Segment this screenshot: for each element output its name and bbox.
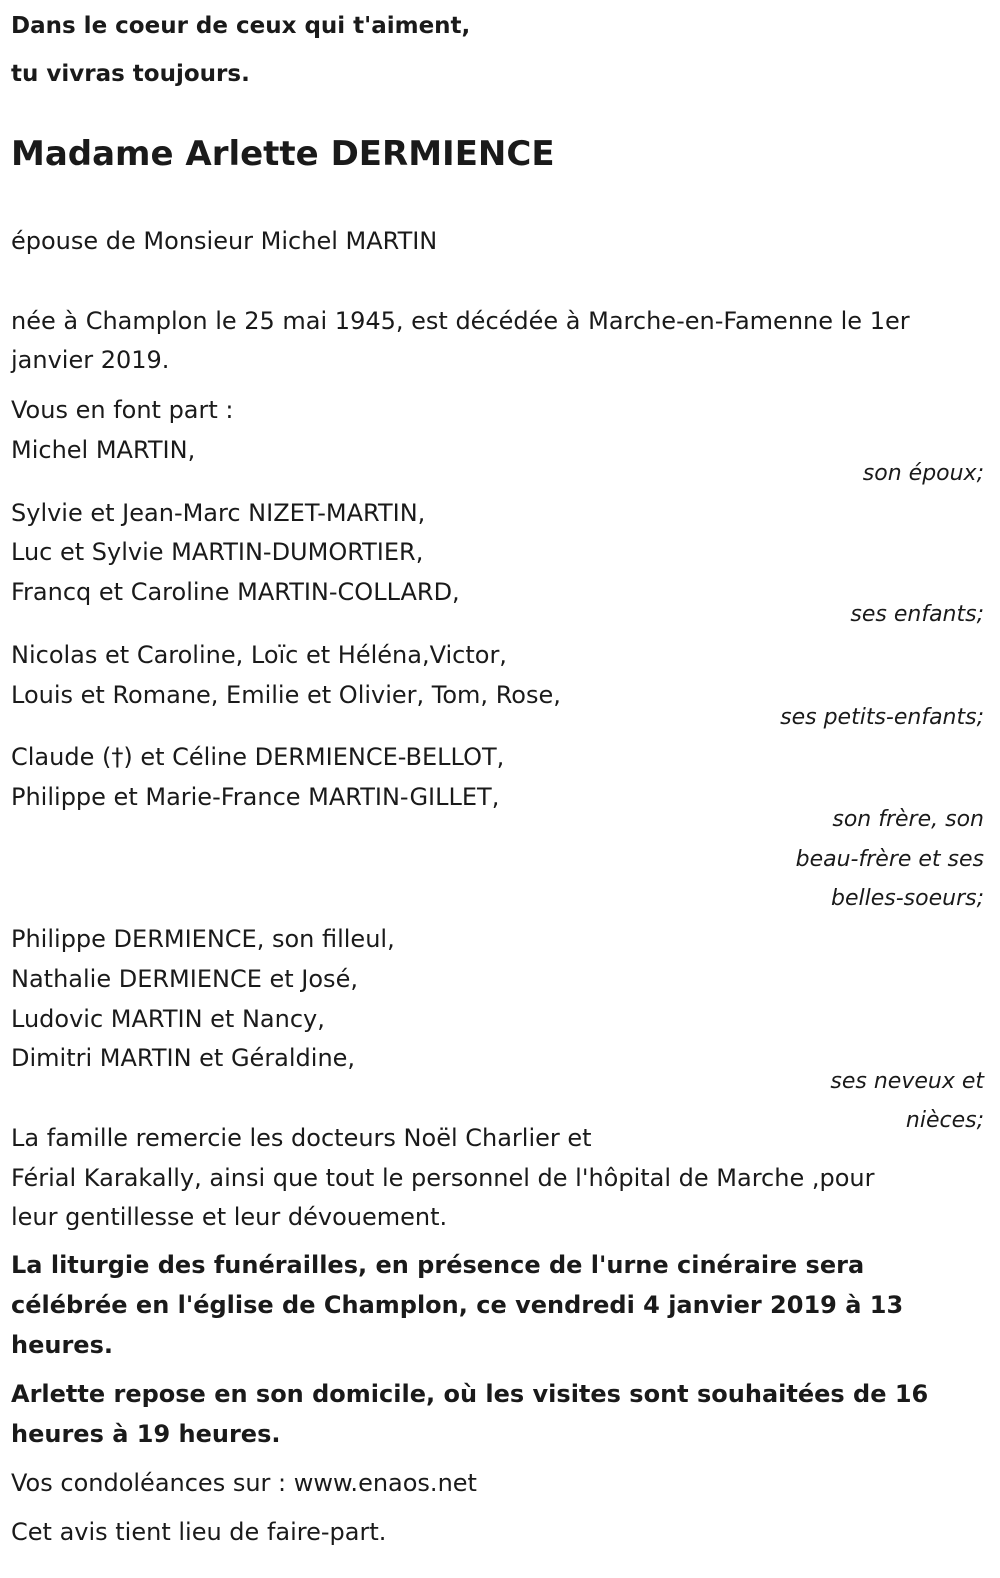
liturgy-line: La liturgie des funérailles, en présence de l'urne cinéraire sera	[11, 1251, 865, 1279]
quote-line-2: tu vivras toujours.	[11, 61, 250, 87]
deceased-name: Madame Arlette DERMIENCE	[11, 134, 555, 174]
family-role: beau-frère et ses	[795, 847, 984, 872]
family-name-line: Dimitri MARTIN et Géraldine,	[11, 1044, 356, 1072]
visits-line: Arlette repose en son domicile, où les visites sont souhaitées de 16	[11, 1380, 929, 1408]
spouse-line: épouse de Monsieur Michel MARTIN	[11, 227, 438, 255]
condolences-line: Vos condoléances sur : www.enaos.net	[11, 1469, 477, 1497]
family-name-line: Francq et Caroline MARTIN-COLLARD,	[11, 578, 460, 606]
family-role: son époux;	[862, 461, 984, 486]
family-name-line: Claude (†) et Céline DERMIENCE-BELLOT,	[11, 743, 505, 771]
liturgy-line: célébrée en l'église de Champlon, ce vendredi 4 janvier 2019 à 13	[11, 1291, 904, 1319]
family-name-line: Nathalie DERMIENCE et José,	[11, 965, 358, 993]
closing-line: Cet avis tient lieu de faire-part.	[11, 1518, 387, 1546]
family-name-line: Philippe et Marie-France MARTIN-GILLET,	[11, 783, 500, 811]
family-name-line: Nicolas et Caroline, Loïc et Héléna,Victor,	[11, 641, 507, 669]
family-role: belles-soeurs;	[831, 886, 984, 911]
thanks-line: leur gentillesse et leur dévouement.	[11, 1203, 448, 1231]
family-name-line: Michel MARTIN,	[11, 436, 196, 464]
birth-death-line-2: janvier 2019.	[11, 346, 170, 374]
family-name-line: Luc et Sylvie MARTIN-DUMORTIER,	[11, 538, 424, 566]
liturgy-line: heures.	[11, 1331, 113, 1359]
family-name-line: Philippe DERMIENCE, son filleul,	[11, 925, 395, 953]
family-role: son frère, son	[832, 807, 984, 832]
family-role: ses neveux et	[830, 1069, 984, 1094]
family-name-line: Ludovic MARTIN et Nancy,	[11, 1005, 325, 1033]
family-name-line: Louis et Romane, Emilie et Olivier, Tom, Rose,	[11, 681, 561, 709]
family-name-line: Sylvie et Jean-Marc NIZET-MARTIN,	[11, 499, 426, 527]
visits-line: heures à 19 heures.	[11, 1420, 281, 1448]
family-role: ses petits-enfants;	[780, 705, 984, 730]
family-role: ses enfants;	[850, 602, 984, 627]
birth-death-line-1: née à Champlon le 25 mai 1945, est décédée à Marche-en-Famenne le 1er	[11, 307, 910, 335]
quote-line-1: Dans le coeur de ceux qui t'aiment,	[11, 13, 471, 39]
announce-intro: Vous en font part :	[11, 396, 234, 424]
family-role: nièces;	[905, 1108, 984, 1133]
thanks-line: Férial Karakally, ainsi que tout le personnel de l'hôpital de Marche ,pour	[11, 1164, 875, 1192]
thanks-line: La famille remercie les docteurs Noël Charlier et	[11, 1124, 592, 1152]
